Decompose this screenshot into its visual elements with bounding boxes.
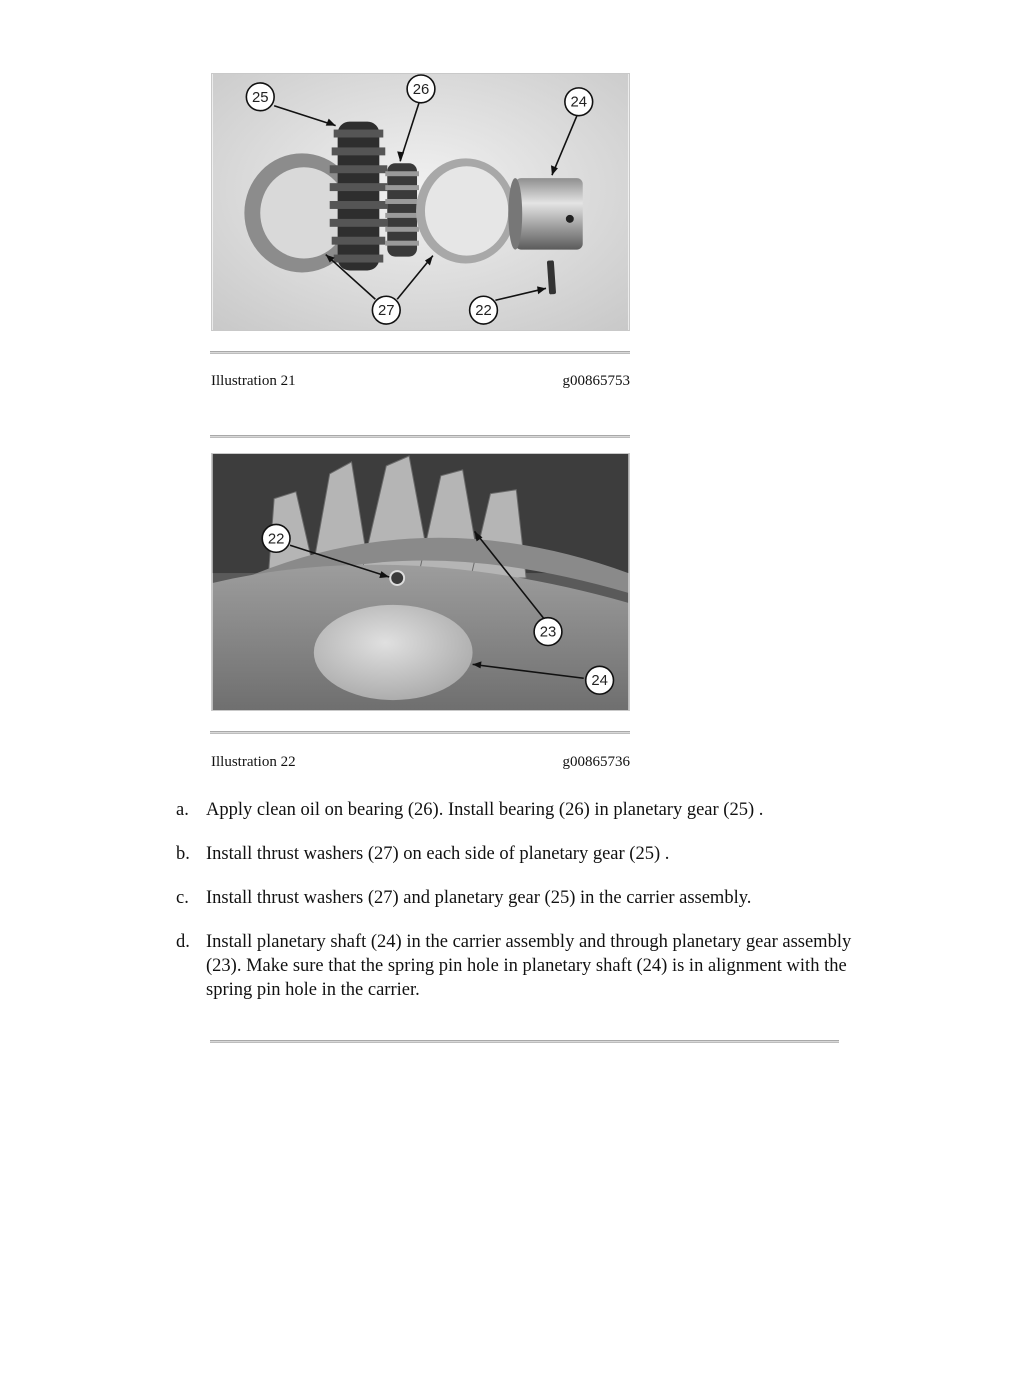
callout-23: 23 bbox=[539, 624, 557, 641]
callout-24: 24 bbox=[570, 94, 588, 111]
illustration-code: g00865736 bbox=[562, 754, 630, 770]
step-letter: d. bbox=[176, 932, 190, 952]
illustration-label: Illustration 21 bbox=[211, 373, 296, 389]
illustration-label: Illustration 22 bbox=[211, 754, 296, 770]
callout-22: 22 bbox=[475, 303, 492, 320]
step-text: Install thrust washers (27) and planetary gear (25) in the carrier assembly. bbox=[206, 888, 752, 908]
step-letter: a. bbox=[176, 800, 189, 820]
step-item bbox=[176, 930, 856, 1002]
callout-24: 24 bbox=[591, 673, 608, 690]
step-letter: b. bbox=[176, 844, 190, 864]
step-text: Apply clean oil on bearing (26). Install bearing (26) in planetary gear (25) . bbox=[206, 800, 764, 820]
step-item bbox=[176, 886, 856, 910]
callout-22: 22 bbox=[267, 531, 285, 548]
divider bbox=[210, 1040, 839, 1043]
divider bbox=[210, 351, 630, 354]
illustration-22-caption bbox=[211, 754, 630, 771]
illustration-code: g00865753 bbox=[562, 373, 630, 389]
procedure-steps bbox=[176, 798, 856, 1022]
step-letter: c. bbox=[176, 888, 189, 908]
callout-25: 25 bbox=[251, 89, 269, 106]
divider bbox=[210, 731, 630, 734]
step-item bbox=[176, 842, 856, 866]
divider bbox=[210, 435, 630, 438]
step-text: Install planetary shaft (24) in the carrier assembly and through planetary gear assembly (23). Make sure that the spring pin hole in planetary shaft (24) is in alignment with the spring pin hole in the carrier. bbox=[206, 932, 852, 1000]
callout-27: 27 bbox=[377, 303, 395, 320]
step-text: Install thrust washers (27) on each side of planetary gear (25) . bbox=[206, 844, 670, 864]
illustration-21-photo bbox=[211, 73, 630, 331]
callout-26: 26 bbox=[412, 81, 430, 98]
illustration-21-caption bbox=[211, 373, 630, 390]
illustration-22-photo bbox=[211, 453, 630, 711]
step-item bbox=[176, 798, 856, 822]
